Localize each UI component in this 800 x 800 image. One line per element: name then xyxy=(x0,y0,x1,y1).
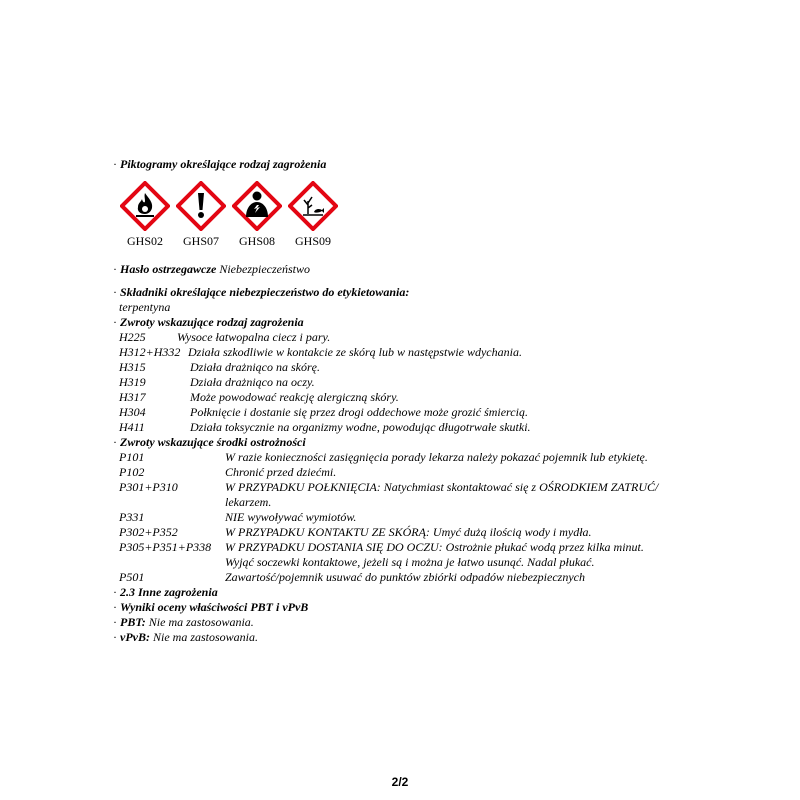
pictogram-code: GHS07 xyxy=(182,234,219,248)
other-hazards-heading: 2.3 Inne zagrożenia xyxy=(120,585,218,599)
health-hazard-icon xyxy=(232,181,282,231)
pbt-row: · PBT: Nie ma zastosowania. xyxy=(113,615,254,629)
hazard-components-row: · Składniki określające niebezpieczeństwo do etykietowania: xyxy=(113,285,410,299)
h-code: H225 xyxy=(119,330,146,344)
p-heading: Zwroty wskazujące środki ostrożności xyxy=(120,435,306,449)
p-text: NIE wywoływać wymiotów. xyxy=(225,510,357,524)
h-text: Może powodować reakcję alergiczną skóry. xyxy=(190,390,399,404)
h-text: Połknięcie i dostanie się przez drogi oddechowe może grozić śmiercią. xyxy=(190,405,528,419)
p-code: P302+P352 xyxy=(119,525,178,539)
h-code: H304 xyxy=(119,405,146,419)
p-text: W PRZYPADKU POŁKNIĘCIA: Natychmiast skontaktować się z OŚRODKIEM ZATRUĆ/ xyxy=(225,480,659,494)
h-code: H312+H332 xyxy=(119,345,181,359)
p-text: Zawartość/pojemnik usuwać do punktów zbiórki odpadów niebezpiecznych xyxy=(225,570,585,584)
pictograms-heading: Piktogramy określające rodzaj zagrożenia xyxy=(120,157,327,171)
pictogram-code: GHS02 xyxy=(126,234,163,248)
h-text: Działa toksycznie na organizmy wodne, powodując długotrwałe skutki. xyxy=(190,420,531,434)
h-text: Wysoce łatwopalna ciecz i pary. xyxy=(177,330,331,344)
h-code: H315 xyxy=(119,360,146,374)
signal-word-row: · Hasło ostrzegawcze Niebezpieczeństwo xyxy=(113,262,310,276)
pbt-heading: Wyniki oceny właściwości PBT i vPvB xyxy=(120,600,309,614)
vpvb-row: · vPvB: Nie ma zastosowania. xyxy=(113,630,258,644)
hazard-components-heading: Składniki określające niebezpieczeństwo do etykietowania: xyxy=(120,285,410,299)
h-code: H411 xyxy=(119,420,145,434)
vpvb-value: Nie ma zastosowania. xyxy=(152,630,258,644)
p-code: P101 xyxy=(119,450,145,464)
environment-hazard-icon xyxy=(288,181,338,231)
p-text: W PRZYPADKU KONTAKTU ZE SKÓRĄ: Umyć dużą ilością wody i mydła. xyxy=(225,525,592,539)
other-hazards-row: · 2.3 Inne zagrożenia xyxy=(113,585,218,599)
pbt-label: PBT: xyxy=(120,615,146,629)
h-code: H319 xyxy=(119,375,146,389)
page-number: 2/2 xyxy=(391,775,409,789)
h-text: Działa drażniąco na oczy. xyxy=(190,375,315,389)
p-text: W razie konieczności zasięgnięcia porady lekarza należy pokazać pojemnik lub etykietę. xyxy=(225,450,648,464)
p-code: P501 xyxy=(119,570,145,584)
hazard-components-value: terpentyna xyxy=(119,300,171,314)
signal-word-label: Hasło ostrzegawcze xyxy=(120,262,217,276)
flame-icon xyxy=(120,181,170,231)
p-code: P331 xyxy=(119,510,145,524)
signal-word-value: Niebezpieczeństwo xyxy=(219,262,310,276)
pictograms-heading-row: · Piktogramy określające rodzaj zagrożenia xyxy=(113,157,327,171)
p-text-continued: Wyjąć soczewki kontaktowe, jeżeli są i można je łatwo usunąć. Nadal płukać. xyxy=(225,555,595,569)
pictogram-code: GHS09 xyxy=(294,234,331,248)
pictogram-ghs07 xyxy=(173,181,229,248)
h-text: Działa szkodliwie w kontakcie ze skórą lub w następstwie wdychania. xyxy=(188,345,522,359)
pbt-heading-row: · Wyniki oceny właściwości PBT i vPvB xyxy=(113,600,309,614)
p-text-continued: lekarzem. xyxy=(225,495,272,509)
pbt-value: Nie ma zastosowania. xyxy=(148,615,254,629)
h-code: H317 xyxy=(119,390,146,404)
pictogram-ghs08 xyxy=(229,181,285,248)
h-text: Działa drażniąco na skórę. xyxy=(190,360,320,374)
vpvb-label: vPvB: xyxy=(120,630,150,644)
h-heading-row: · Zwroty wskazujące rodzaj zagrożenia xyxy=(113,315,304,329)
p-heading-row: · Zwroty wskazujące środki ostrożności xyxy=(113,435,306,449)
h-heading: Zwroty wskazujące rodzaj zagrożenia xyxy=(120,315,304,329)
pictogram-ghs09 xyxy=(285,181,341,248)
exclamation-mark-icon xyxy=(176,181,226,231)
pictogram-code: GHS08 xyxy=(238,234,275,248)
pictogram-ghs02 xyxy=(117,181,173,248)
p-text: Chronić przed dziećmi. xyxy=(225,465,337,479)
p-code: P102 xyxy=(119,465,145,479)
p-code: P301+P310 xyxy=(119,480,178,494)
p-text: W PRZYPADKU DOSTANIA SIĘ DO OCZU: Ostrożnie płukać wodą przez kilka minut. xyxy=(225,540,644,554)
p-code: P305+P351+P338 xyxy=(119,540,212,554)
